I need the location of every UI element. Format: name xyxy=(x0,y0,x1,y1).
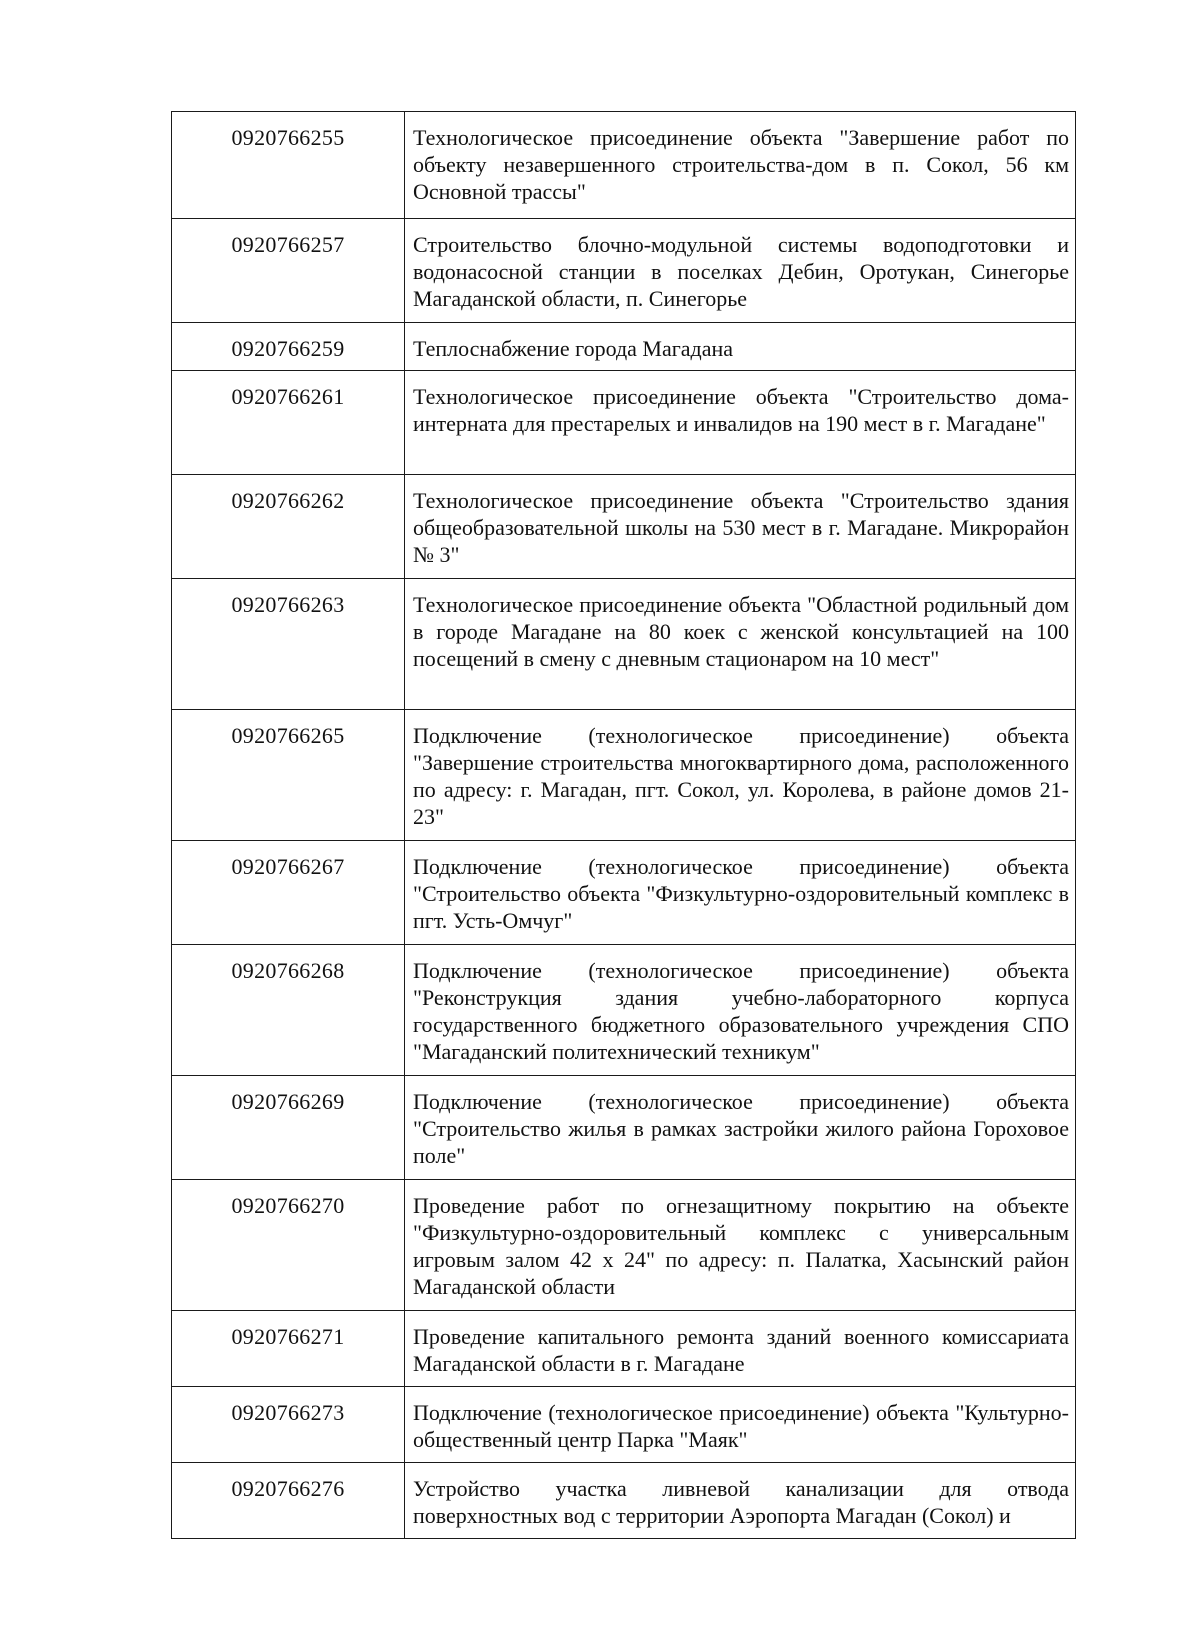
table-row xyxy=(172,1311,1076,1387)
row-code: 0920766265 xyxy=(172,710,405,841)
table-row xyxy=(172,945,1076,1076)
row-code: 0920766269 xyxy=(172,1076,405,1180)
table-row xyxy=(172,1076,1076,1180)
table-row xyxy=(172,1463,1076,1539)
row-code: 0920766268 xyxy=(172,945,405,1076)
row-description: Технологическое присоединение объекта "Строительство здания общеобразовательной школы на 530 мест в г. Магадане. Микрорайон № 3" xyxy=(405,475,1076,579)
table-row xyxy=(172,323,1076,371)
row-code: 0920766270 xyxy=(172,1180,405,1311)
row-description: Устройство участка ливневой канализации для отвода поверхностных вод с территории Аэропорта Магадан (Сокол) и xyxy=(405,1463,1076,1539)
row-description: Подключение (технологическое присоединение) объекта "Строительство объекта "Физкультурно-оздоровительный комплекс в пгт. Усть-Омчуг" xyxy=(405,841,1076,945)
row-code: 0920766271 xyxy=(172,1311,405,1387)
row-code: 0920766273 xyxy=(172,1387,405,1463)
table-row xyxy=(172,475,1076,579)
table-row xyxy=(172,219,1076,323)
row-description: Теплоснабжение города Магадана xyxy=(405,323,1076,371)
row-code: 0920766257 xyxy=(172,219,405,323)
row-description: Технологическое присоединение объекта "Завершение работ по объекту незавершенного строительства-дом в п. Сокол, 56 км Основной трассы" xyxy=(405,112,1076,219)
row-description: Проведение работ по огнезащитному покрытию на объекте "Физкультурно-оздоровительный комплекс с универсальным игровым залом 42 х 24" по адресу: п. Палатка, Хасынский район Магаданской области xyxy=(405,1180,1076,1311)
row-code: 0920766267 xyxy=(172,841,405,945)
row-description: Подключение (технологическое присоединение) объекта "Реконструкция здания учебно-лабораторного корпуса государственного бюджетного образовательного учреждения СПО "Магаданский политехнический техникум" xyxy=(405,945,1076,1076)
table-row xyxy=(172,841,1076,945)
row-description: Подключение (технологическое присоединение) объекта "Строительство жилья в рамках застройки жилого района Гороховое поле" xyxy=(405,1076,1076,1180)
table-row xyxy=(172,579,1076,710)
row-description: Строительство блочно-модульной системы водоподготовки и водонасосной станции в поселках Дебин, Оротукан, Синегорье Магаданской области, п. Синегорье xyxy=(405,219,1076,323)
row-code: 0920766255 xyxy=(172,112,405,219)
row-code: 0920766263 xyxy=(172,579,405,710)
budget-code-table xyxy=(171,111,1076,1539)
table-row xyxy=(172,112,1076,219)
table-row xyxy=(172,371,1076,475)
row-description: Технологическое присоединение объекта "Областной родильный дом в городе Магадане на 80 коек с женской консультацией на 100 посещений в смену с дневным стационаром на 10 мест" xyxy=(405,579,1076,710)
row-description: Технологическое присоединение объекта "Строительство дома-интерната для престарелых и инвалидов на 190 мест в г. Магадане" xyxy=(405,371,1076,475)
table-row xyxy=(172,1387,1076,1463)
row-code: 0920766259 xyxy=(172,323,405,371)
row-description: Проведение капитального ремонта зданий военного комиссариата Магаданской области в г. Магадане xyxy=(405,1311,1076,1387)
row-description: Подключение (технологическое присоединение) объекта "Культурно-общественный центр Парка "Маяк" xyxy=(405,1387,1076,1463)
row-code: 0920766276 xyxy=(172,1463,405,1539)
row-code: 0920766261 xyxy=(172,371,405,475)
row-code: 0920766262 xyxy=(172,475,405,579)
table-row xyxy=(172,710,1076,841)
table-row xyxy=(172,1180,1076,1311)
table-body xyxy=(172,112,1076,1539)
row-description: Подключение (технологическое присоединение) объекта "Завершение строительства многоквартирного дома, расположенного по адресу: г. Магадан, пгт. Сокол, ул. Королева, в районе домов 21-23" xyxy=(405,710,1076,841)
